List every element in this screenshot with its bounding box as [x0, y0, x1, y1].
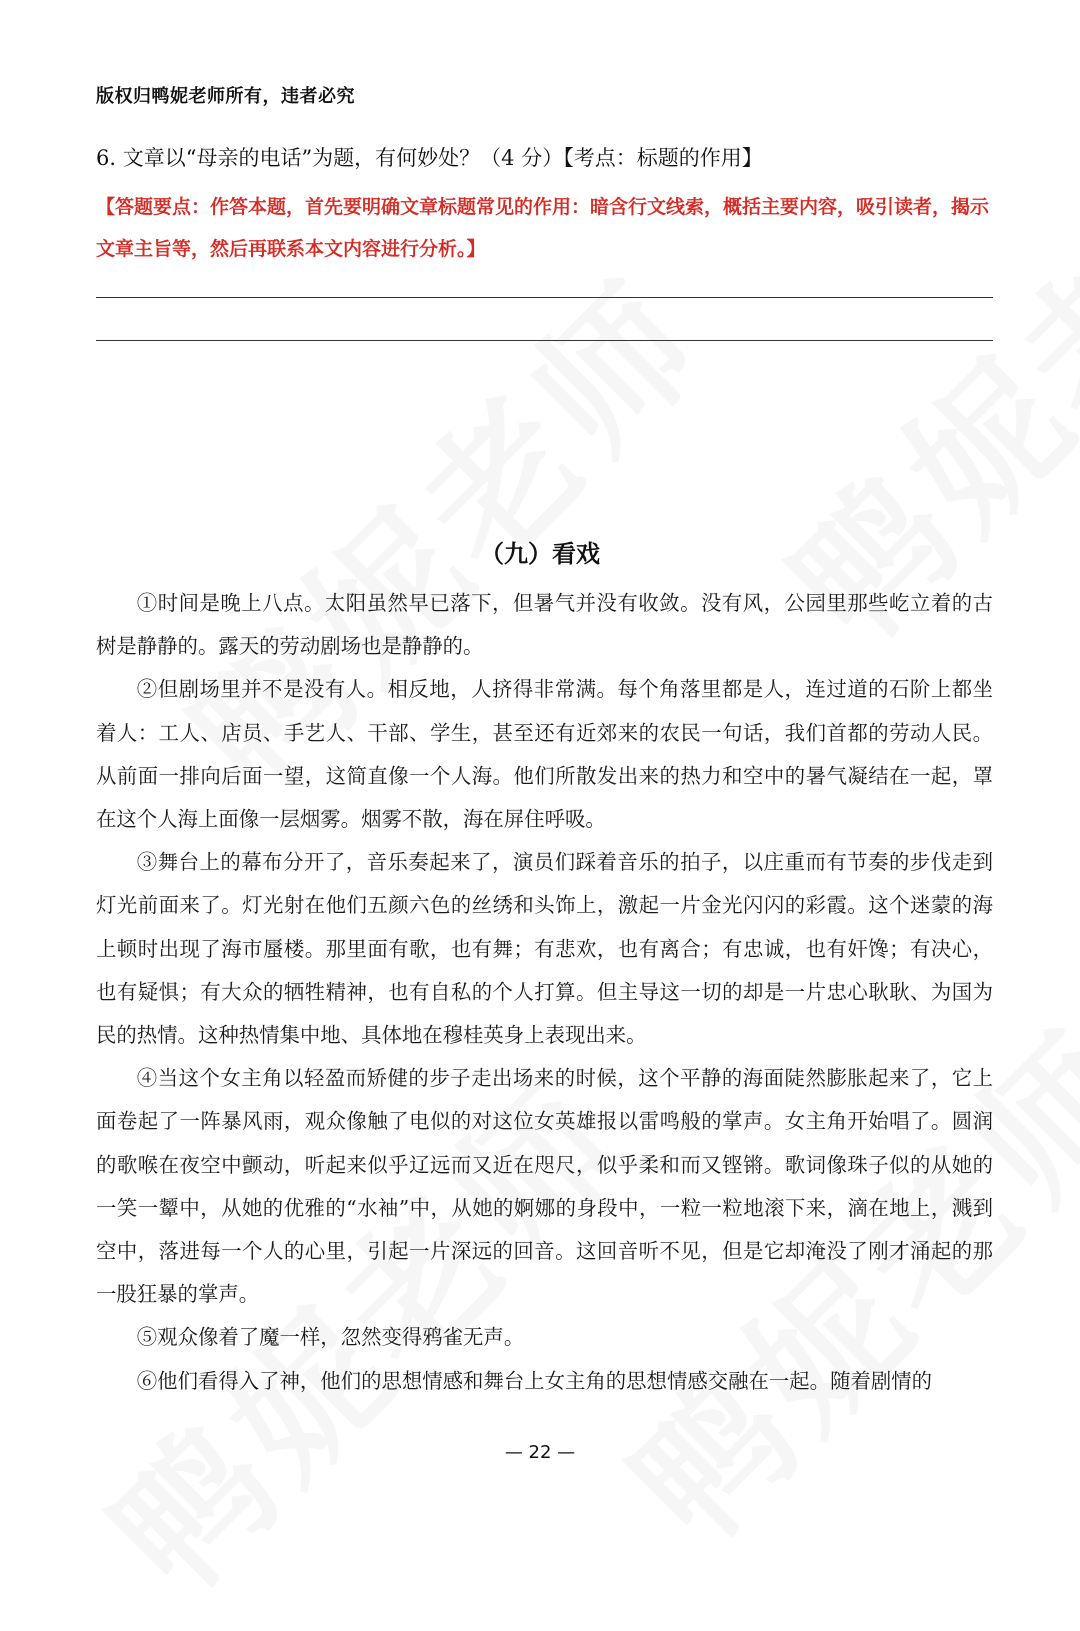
answer-hint: 【答题要点：作答本题，首先要明确文章标题常见的作用：暗含行文线索，概括主要内容，吸引读者，揭示文章主旨等，然后再联系本文内容进行分析。】 [96, 196, 990, 260]
paragraph: ③舞台上的幕布分开了，音乐奏起来了，演员们踩着音乐的拍子，以庄重而有节奏的步伐走到灯光前面来了。灯光射在他们五颜六色的丝绣和头饰上，激起一片金光闪闪的彩霞。这个迷蒙的海上顿时出现了海市蜃楼。那里面有歌，也有舞；有悲欢，也有离合；有忠诚，也有奸馋；有决心，也有疑惧；有大众的牺牲精神，也有自私的个人打算。但主导这一切的却是一片忠心耿耿、为国为民的热情。这种热情集中地、具体地在穆桂英身上表现出来。 [96, 850, 993, 1048]
answer-line [96, 340, 993, 341]
page-number: — 22 — [504, 1442, 576, 1463]
copyright-notice: 版权归鸭妮老师所有，违者必究 [96, 86, 355, 107]
passage [96, 582, 993, 1403]
paragraph: ④当这个女主角以轻盈而矫健的步子走出场来的时候，这个平静的海面陡然膨胀起来了，它上面卷起了一阵暴风雨，观众像触了电似的对这位女英雄报以雷鸣般的掌声。女主角开始唱了。圆润的歌喉在夜空中颤动，听起来似乎辽远而又近在咫尺，似乎柔和而又铿锵。歌词像珠子似的从她的一笑一颦中，从她的优雅的“水袖”中，从她的婀娜的身段中，一粒一粒地滚下来，滴在地上，溅到空中，落进每一个人的心里，引起一片深远的回音。这回音听不见，但是它却淹没了刚才涌起的那一股狂暴的掌声。 [96, 1066, 993, 1307]
answer-line [96, 297, 993, 298]
paragraph: ②但剧场里并不是没有人。相反地，人挤得非常满。每个角落里都是人，连过道的石阶上都坐着人：工人、店员、手艺人、干部、学生，甚至还有近郊来的农民一句话，我们首都的劳动人民。从前面一排向后面一望，这简直像一个人海。他们所散发出来的热力和空中的暑气凝结在一起，罩在这个人海上面像一层烟雾。烟雾不散，海在屏住呼吸。 [96, 677, 993, 832]
paragraph: ①时间是晚上八点。太阳虽然早已落下，但暑气并没有收敛。没有风，公园里那些屹立着的古树是静静的。露天的劳动剧场也是静静的。 [96, 591, 993, 659]
section-title: （九）看戏 [480, 540, 600, 568]
question-text: 6. 文章以“母亲的电话”为题，有何妙处？（4 分）【考点：标题的作用】 [96, 146, 763, 170]
paragraph: ⑤观众像着了魔一样，忽然变得鸦雀无声。 [136, 1325, 525, 1350]
paragraph: ⑥他们看得入了神，他们的思想情感和舞台上女主角的思想情感交融在一起。随着剧情的 [136, 1368, 933, 1393]
